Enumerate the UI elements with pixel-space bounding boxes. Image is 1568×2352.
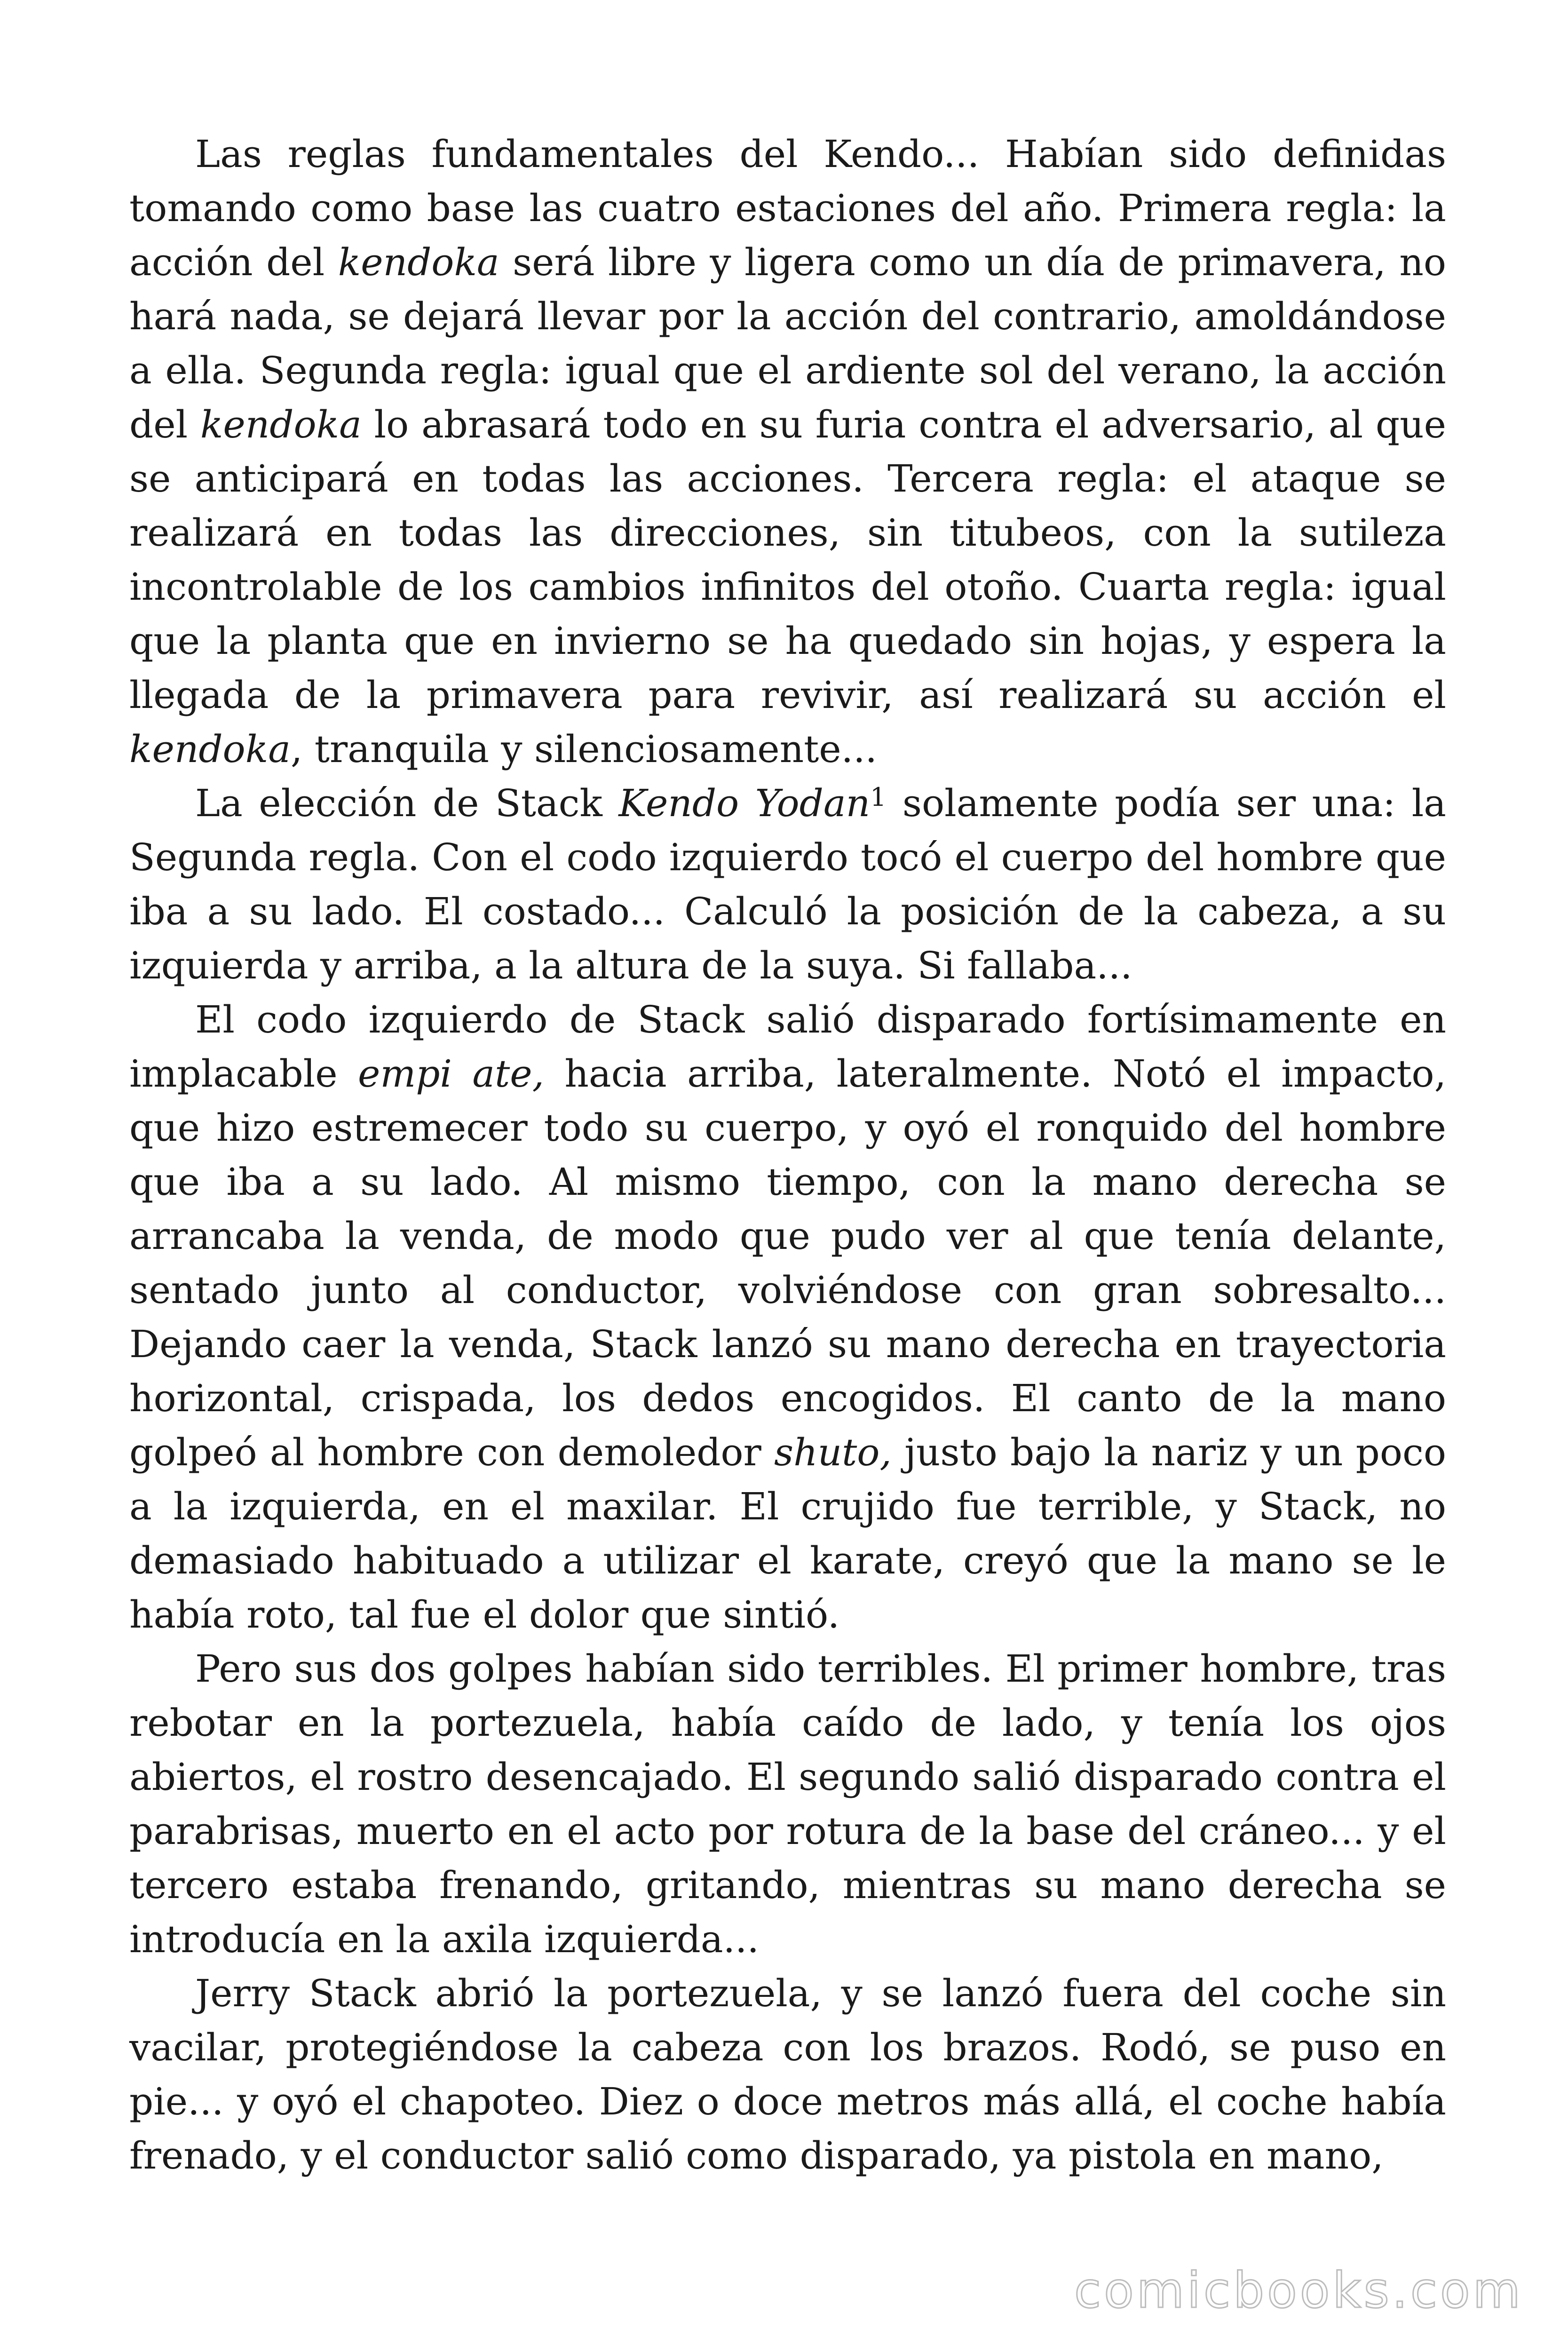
paragraph-1	[129, 127, 1446, 776]
text-run: Las reglas fundamentales del Kendo... Habían sido definidas tomando como base las cuatro estaciones del año. Primera regla: la acción del	[129, 132, 1446, 284]
italic-term: empi ate,	[357, 1052, 544, 1096]
italic-term: kendoka	[338, 240, 499, 284]
italic-term: kendoka	[200, 403, 362, 446]
text-run: La elección de Stack	[195, 781, 619, 825]
text-run: lo abrasará todo en su furia contra el adversario, al que se anticipará en todas las acciones. Tercera regla: el ataque se realizará en todas las direcciones, sin titubeos, con la sutileza incontrolable de los cambios infinitos del otoño. Cuarta regla: igual que la planta que en invierno se ha quedado sin hojas, y espera la llegada de la primavera para revivir, así realizará su acción el	[129, 403, 1446, 717]
italic-term: kendoka	[129, 727, 291, 771]
paragraph-2	[129, 776, 1446, 993]
text-run: Pero sus dos golpes habían sido terribles. El primer hombre, tras rebotar en la portezuela, había caído de lado, y tenía los ojos abiertos, el rostro desencajado. El segundo salió disparado contra el parabrisas, muerto en el acto por rotura de la base del cráneo... y el tercero estaba frenando, gritando, mientras su mano derecha se introducía en la axila izquierda...	[129, 1647, 1446, 1961]
text-run: El codo izquierdo de Stack salió disparado fortísimamente en implacable	[129, 998, 1446, 1096]
paragraph-5	[129, 1966, 1446, 2183]
paragraph-4	[129, 1642, 1446, 1966]
footnote-marker[interactable]: 1	[870, 782, 887, 812]
text-run: será libre y ligera como un día de primavera, no hará nada, se dejará llevar por la acción del contrario, amoldándose a ella. Segunda regla: igual que el ardiente sol del verano, la acción del	[129, 240, 1447, 446]
text-run: , tranquila y silenciosamente...	[290, 727, 877, 771]
italic-term: Kendo Yodan	[618, 781, 871, 825]
text-run: justo bajo la nariz y un poco a la izquierda, en el maxilar. El crujido fue terrible, y Stack, no demasiado habituado a utilizar el karate, creyó que la mano se le había roto, tal fue el dolor que sintió.	[129, 1430, 1447, 1637]
page-body	[129, 127, 1446, 2183]
italic-term: shuto,	[774, 1430, 892, 1474]
text-run: solamente podía ser una: la Segunda regla. Con el codo izquierdo tocó el cuerpo del hombre que iba a su lado. El costado... Calculó la posición de la cabeza, a su izquierda y arriba, a la altura de la suya. Si fallaba...	[129, 781, 1446, 987]
watermark: comicbooks.com	[1074, 2262, 1523, 2319]
text-run: hacia arriba, lateralmente. Notó el impacto, que hizo estremecer todo su cuerpo, y oyó el ronquido del hombre que iba a su lado. Al mismo tiempo, con la mano derecha se arrancaba la venda, de modo que pudo ver al que tenía delante, sentado junto al conductor, volviéndose con gran sobresalto... Dejando caer la venda, Stack lanzó su mano derecha en trayectoria horizontal, crispada, los dedos encogidos. El canto de la mano golpeó al hombre con demoledor	[129, 1052, 1447, 1474]
text-run: Jerry Stack abrió la portezuela, y se lanzó fuera del coche sin vacilar, protegiéndose la cabeza con los brazos. Rodó, se puso en pie... y oyó el chapoteo. Diez o doce metros más allá, el coche había frenado, y el conductor salió como disparado, ya pistola en mano,	[129, 1971, 1446, 2177]
paragraph-3	[129, 993, 1446, 1642]
